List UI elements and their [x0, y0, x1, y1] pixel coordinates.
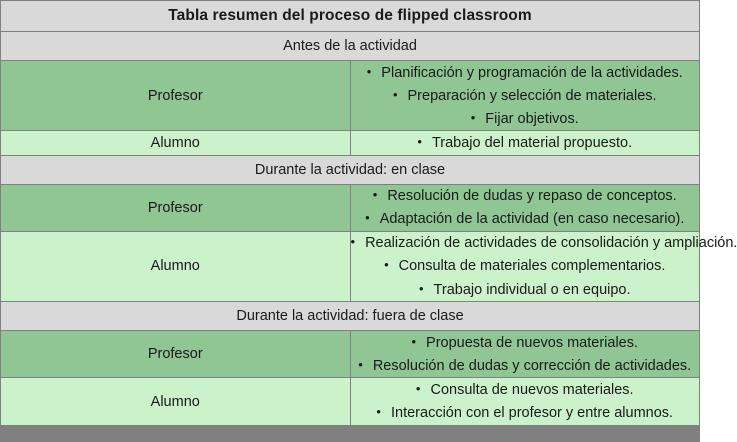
role-label-profesor: Profesor: [1, 331, 351, 378]
list-item: [351, 107, 700, 130]
bullet-icon: •: [418, 280, 424, 296]
list-item: [351, 402, 700, 425]
bullet-icon: •: [411, 333, 417, 349]
section-heading-durante-clase: Durante la actividad: en clase: [1, 155, 700, 184]
bullet-list: [351, 331, 700, 377]
table-row: [1, 184, 700, 231]
list-item: [351, 208, 700, 231]
list-item-text: Trabajo individual o en equipo.: [433, 281, 631, 298]
role-label-alumno: Alumno: [1, 231, 351, 301]
content-cell: [350, 61, 700, 131]
bullet-icon: •: [358, 356, 363, 372]
table-title-row: [1, 1, 700, 32]
table-row: [1, 61, 700, 131]
role-label-alumno: Alumno: [1, 131, 351, 155]
table-body: [1, 1, 737, 426]
section-heading-row: [1, 302, 700, 331]
role-label-alumno: Alumno: [1, 378, 351, 425]
bullet-icon: •: [366, 63, 372, 79]
list-item: [350, 232, 737, 255]
content-cell: [350, 231, 737, 301]
section-heading-row: [1, 155, 700, 184]
list-item: [351, 378, 700, 401]
bullet-icon: •: [376, 404, 381, 419]
section-heading-antes: Antes de la actividad: [1, 32, 700, 61]
bullet-icon: •: [384, 257, 389, 273]
role-label-profesor: Profesor: [1, 184, 351, 231]
table-title: Tabla resumen del proceso de flipped classroom: [1, 1, 700, 32]
section-heading-row: [1, 32, 700, 61]
bullet-list: [350, 232, 737, 301]
content-cell: [350, 184, 700, 231]
list-item-text: Realización de actividades de consolidación y ampliación.: [365, 235, 737, 252]
list-item-text: Consulta de nuevos materiales.: [430, 381, 634, 398]
content-cell: [350, 331, 700, 378]
list-item: [351, 255, 700, 278]
content-cell: [350, 378, 700, 425]
bullet-icon: •: [417, 133, 422, 149]
list-item: [351, 354, 700, 377]
role-label-profesor: Profesor: [1, 61, 351, 131]
list-item: [351, 278, 700, 301]
section-heading-fuera-clase: Durante la actividad: fuera de clase: [1, 302, 700, 331]
bullet-list: [351, 61, 700, 130]
bullet-icon: •: [372, 187, 378, 202]
list-item-text: Fijar objetivos.: [485, 110, 579, 127]
list-item-text: Trabajo del material propuesto.: [431, 134, 633, 151]
bullet-list: [351, 378, 700, 424]
bullet-list: [351, 131, 700, 154]
table-row: [1, 378, 700, 425]
table-row: [1, 331, 700, 378]
list-item: [351, 84, 700, 107]
bullet-list: [351, 185, 700, 231]
list-item: [351, 185, 700, 208]
list-item-text: Adaptación de la actividad (en caso necesario).: [379, 211, 685, 228]
table-row: [1, 131, 700, 155]
list-item-text: Interacción con el profesor y entre alumnos.: [390, 405, 674, 421]
content-cell: [350, 131, 700, 155]
bullet-icon: •: [392, 86, 398, 102]
table-row: [1, 231, 700, 301]
list-item-text: Preparación y selección de materiales.: [407, 87, 657, 104]
list-item-text: Propuesta de nuevos materiales.: [426, 334, 639, 351]
bullet-icon: •: [350, 234, 356, 250]
list-item: [351, 131, 700, 154]
list-item: [351, 61, 700, 84]
bullet-icon: •: [470, 109, 476, 125]
bullet-icon: •: [415, 380, 421, 396]
list-item-text: Resolución de dudas y repaso de conceptos.: [387, 188, 677, 204]
list-item-text: Consulta de materiales complementarios.: [398, 258, 666, 275]
bullet-icon: •: [365, 210, 370, 226]
list-item-text: Resolución de dudas y corrección de actividades.: [372, 357, 692, 374]
list-item-text: Planificación y programación de la actividades.: [381, 64, 683, 81]
list-item: [351, 331, 700, 354]
